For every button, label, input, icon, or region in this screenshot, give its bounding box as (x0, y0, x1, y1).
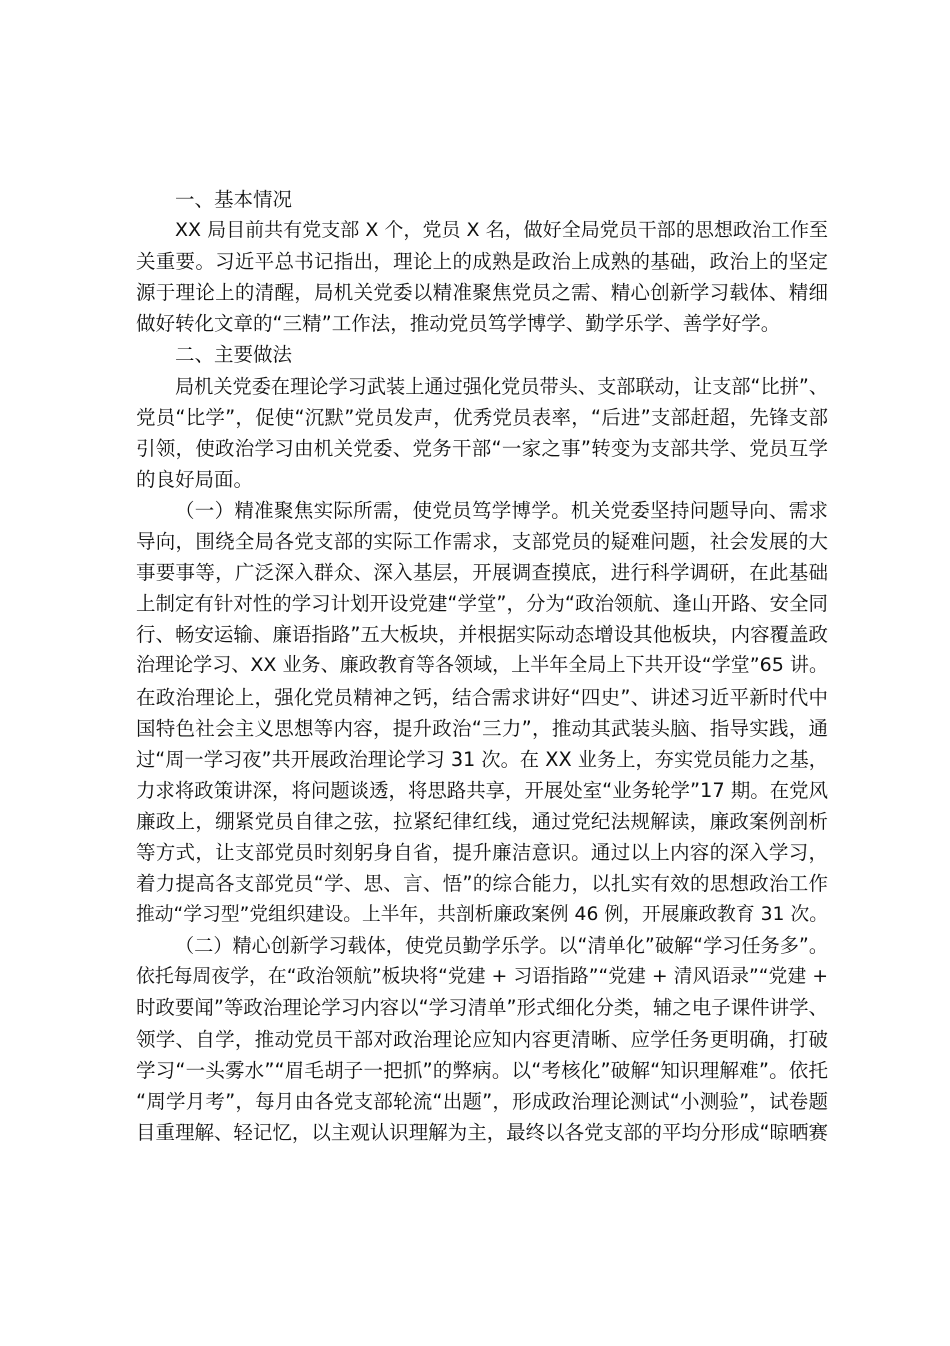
text-line: 着力提高各支部党员“学、思、言、悟”的综合能力，以扎实有效的思想政治工作 (136, 872, 828, 896)
text-line: 党员“比学”，促使“沉默”党员发声，优秀党员表率，“后进”支部赶超，先锋支部 (136, 405, 828, 429)
text-line: XX 局目前共有党支部 X 个，党员 X 名，做好全局党员干部的思想政治工作至 (175, 219, 828, 242)
text-line: 廉政上，绷紧党员自律之弦，拉紧纪律红线，通过党纪法规解读，廉政案例剖析 (136, 809, 828, 833)
text-line: 一、基本情况 (175, 188, 293, 211)
text-line: 源于理论上的清醒，局机关党委以精准聚焦党员之需、精心创新学习载体、精细 (136, 281, 828, 305)
text-line: 过“周一学习夜”共开展政治理论学习 31 次。在 XX 业务上，夯实党员能力之基， (136, 747, 828, 771)
text-line: 国特色社会主义思想等内容，提升政治“三力”，推动其武装头脑、指导实践，通 (136, 716, 828, 740)
text-line: 治理论学习、XX 业务、廉政教育等各领域，上半年全局上下共开设“学堂”65 讲。 (136, 654, 828, 677)
text-line: 二、主要做法 (175, 343, 293, 367)
text-line: “周学月考”，每月由各党支部轮流“出题”，形成政治理论测试“小测验”，试卷题 (136, 1089, 828, 1113)
text-line: 的良好局面。 (136, 467, 254, 491)
text-line: 在政治理论上，强化党员精神之钙，结合需求讲好“四史”、讲述习近平新时代中 (136, 685, 828, 709)
text-line: 依托每周夜学，在“政治领航”板块将“党建 + 习语指路”“党建 + 清风语录”“党建 + (136, 966, 828, 988)
text-line: 学习“一头雾水”“眉毛胡子一把抓”的弊病。以“考核化”破解“知识理解难”。依托 (136, 1058, 828, 1082)
text-line: 局机关党委在理论学习武装上通过强化党员带头、支部联动，让支部“比拼”、 (175, 374, 828, 398)
text-line: 引领，使政治学习由机关党委、党务干部“一家之事”转变为支部共学、党员互学 (136, 436, 828, 460)
text-line: 等方式，让支部党员时刻躬身自省，提升廉洁意识。通过以上内容的深入学习， (136, 840, 828, 864)
text-line: （二）精心创新学习载体，使党员勤学乐学。以“清单化”破解“学习任务多”。 (175, 934, 828, 958)
text-line: 目重理解、轻记忆，以主观认识理解为主，最终以各党支部的平均分形成“晾晒赛 (136, 1120, 828, 1144)
text-line: 上制定有针对性的学习计划开设党建“学堂”，分为“政治领航、逢山开路、安全同 (136, 592, 828, 616)
text-line: 做好转化文章的“三精”工作法，推动党员笃学博学、勤学乐学、善学好学。 (136, 312, 781, 336)
text-line: 推动“学习型”党组织建设。上半年，共剖析廉政案例 46 例，开展廉政教育 31 次。 (136, 904, 828, 926)
text-line: （一）精准聚焦实际所需，使党员笃学博学。机关党委坚持问题导向、需求 (175, 498, 828, 522)
text-line: 时政要闻”等政治理论学习内容以“学习清单”形式细化分类，辅之电子课件讲学、 (136, 996, 828, 1020)
text-line: 领学、自学，推动党员干部对政治理论应知内容更清晰、应学任务更明确，打破 (136, 1027, 828, 1051)
text-line: 事要事等，广泛深入群众、深入基层，开展调查摸底，进行科学调研，在此基础 (136, 561, 828, 585)
text-line: 力求将政策讲深，将问题谈透，将思路共享，开展处室“业务轮学”17 期。在党风 (136, 778, 828, 802)
text-line: 导向，围绕全局各党支部的实际工作需求，支部党员的疑难问题，社会发展的大 (136, 530, 828, 554)
text-line: 关重要。习近平总书记指出，理论上的成熟是政治上成熟的基础，政治上的坚定 (136, 250, 828, 274)
document-body (136, 184, 828, 1148)
text-line: 行、畅安运输、廉语指路”五大板块，并根据实际动态增设其他板块，内容覆盖政 (136, 623, 828, 647)
